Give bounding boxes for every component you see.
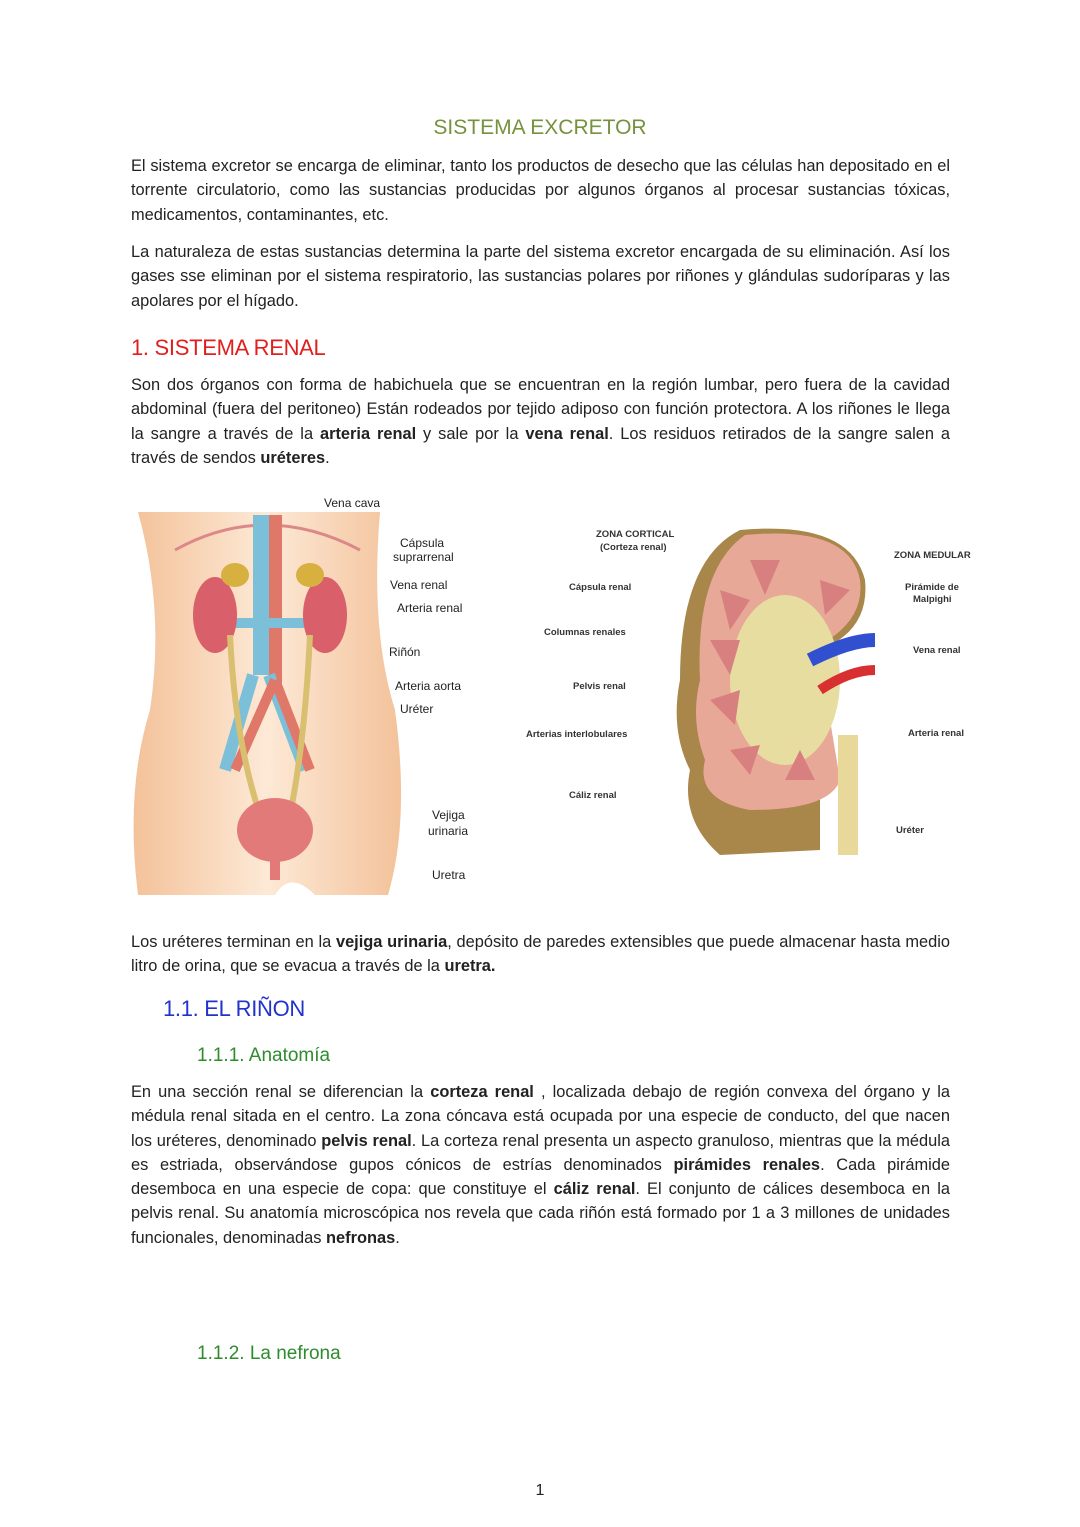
bold-term: vena renal [525, 424, 609, 443]
bold-term: nefronas [326, 1228, 396, 1247]
label-piramide-de: Pirámide de [905, 582, 959, 593]
bold-term: vejiga urinaria [335, 933, 448, 951]
label-arterias-interlobulares: Arterias interlobulares [526, 729, 628, 740]
text-run: y sale por la [416, 424, 526, 443]
document-title: SISTEMA EXCRETOR [433, 116, 647, 139]
text-run: . [325, 448, 330, 467]
subsection-heading-nefrona: 1.1.2. La nefrona [197, 1343, 341, 1364]
label-caliz-renal: Cáliz renal [569, 790, 617, 801]
label-vena-cava: Vena cava [324, 496, 381, 510]
label-corteza-renal: (Corteza renal) [600, 542, 667, 553]
label-zona-cortical: ZONA CORTICAL [596, 529, 675, 540]
urinary-system-figure [130, 490, 480, 900]
label-capsula-renal: Cápsula renal [569, 582, 632, 593]
text-run: . [395, 1228, 400, 1247]
label-vena-renal-right: Vena renal [913, 645, 961, 656]
page-number: 1 [535, 1482, 545, 1499]
kidney-section-figure [520, 520, 980, 860]
label-uretra: Uretra [432, 868, 466, 882]
label-suprarrenal: suprarrenal [393, 550, 454, 564]
label-ureter-right: Uréter [896, 825, 924, 836]
text-run: . La corteza renal presenta un aspecto granuloso, mientras que la médula es estriada, observándose gupos cónicos de estrías denominados [131, 1131, 950, 1174]
sistema-renal-paragraph [131, 373, 950, 470]
label-vejiga: Vejiga [432, 808, 465, 822]
bold-term: cáliz renal [553, 1180, 636, 1199]
bold-term: pelvis renal [321, 1131, 412, 1150]
bold-term: corteza renal [430, 1083, 534, 1101]
text-run: El sistema excretor se encarga de eliminar, tanto los productos de desecho que las células han depositado en el torrente circulatorio, como las sustancias producidas por algunos órganos al procesar sustancias tóxicas, medicamentos, contaminantes, etc. [131, 157, 950, 224]
label-arteria-renal: Arteria renal [397, 601, 463, 615]
bold-term: pirámides renales [673, 1155, 821, 1174]
label-urinaria: urinaria [428, 824, 469, 838]
label-columnas-renales: Columnas renales [544, 627, 626, 638]
text-run: Los uréteres terminan en la [131, 933, 336, 951]
label-rinon: Riñón [389, 645, 421, 659]
text-run: En una sección renal se diferencian la [131, 1083, 431, 1101]
text-run: . El conjunto de cálices desemboca en la pelvis renal. Su anatomía microscópica nos revela que cada riñón está formado por 1 a 3 millones de unidades funcionales, denominadas [131, 1180, 950, 1247]
label-malpighi: Malpighi [913, 594, 952, 605]
label-zona-medular: ZONA MEDULAR [894, 550, 971, 561]
bold-term: uretra. [444, 957, 496, 976]
label-capsula: Cápsula [400, 536, 445, 550]
vejiga-paragraph [131, 930, 950, 979]
intro-paragraph-2 [131, 240, 950, 313]
text-run: Son dos órganos con forma de habichuela que se encuentran en la región lumbar, pero fuera de la cavidad abdominal (fuera del peritoneo) Están rodeados por tejido adiposo con función protectora. A los riñones le llega la sangre a través de la [131, 376, 950, 443]
text-run: . Los residuos retirados de la sangre salen a través de sendos [131, 424, 951, 467]
bold-term: arteria renal [319, 424, 417, 443]
text-run: , localizada debajo de región convexa del órgano y la médula renal sitada en el centro. La zona cóncava está ocupada por una especie de conducto, del que nacen los uréteres, denominado [131, 1083, 951, 1150]
text-run: . Cada pirámide desemboca en una especie de copa: que constituye el [131, 1155, 950, 1199]
subsection-heading-anatomia: 1.1.1. Anatomía [197, 1045, 331, 1066]
label-ureter: Uréter [400, 702, 434, 716]
label-arteria-aorta: Arteria aorta [395, 679, 462, 693]
label-arteria-renal-right: Arteria renal [908, 728, 964, 739]
section-heading-el-rinon: 1.1. EL RIÑON [163, 996, 306, 1021]
anatomia-paragraph [131, 1080, 950, 1250]
bold-term: uréteres [260, 448, 326, 467]
text-run: , depósito de paredes extensibles que puede almacenar hasta medio litro de orina, que se evacua a través de la [131, 933, 950, 976]
label-pelvis-renal: Pelvis renal [573, 681, 626, 692]
section-heading-sistema-renal: 1. SISTEMA RENAL [131, 335, 326, 360]
text-run: La naturaleza de estas sustancias determina la parte del sistema excretor encargada de su eliminación. Así los gases sse eliminan por el sistema respiratorio, las sustancias polares por riñones y glándulas sudoríparas y las apolares por el hígado. [131, 243, 950, 310]
intro-paragraph-1 [131, 154, 950, 227]
label-vena-renal: Vena renal [390, 578, 448, 592]
